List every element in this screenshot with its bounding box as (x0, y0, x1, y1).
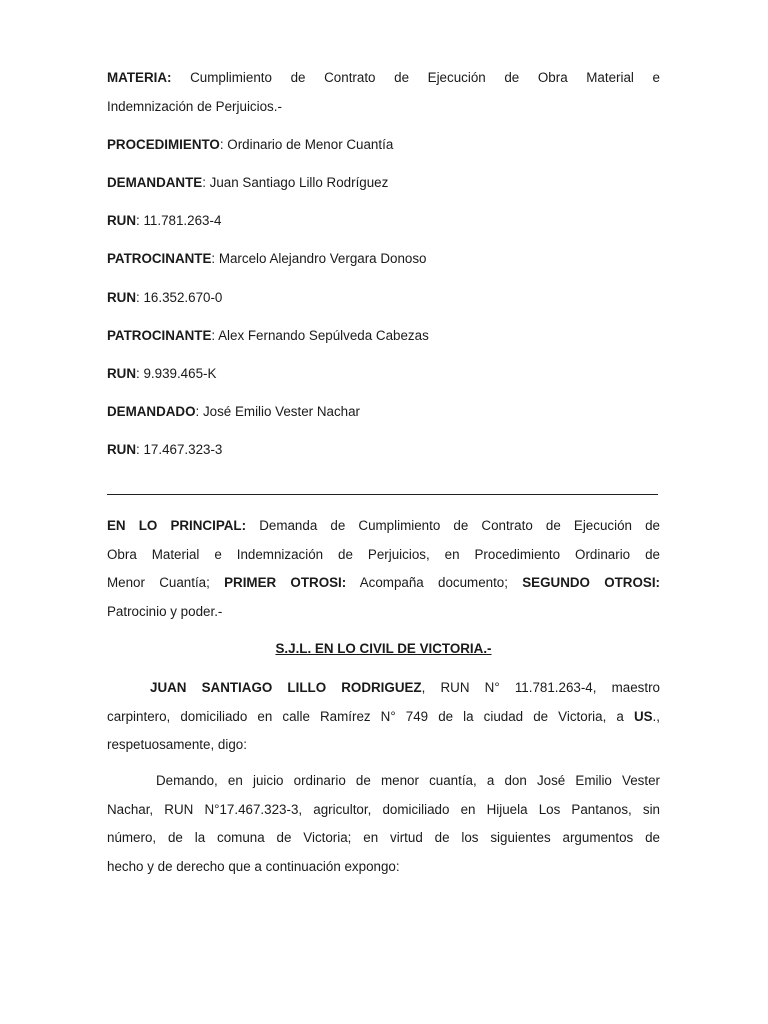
patrocinante-value: : Alex Fernando Sepúlveda Cabezas (211, 328, 429, 343)
patrocinante-label: PATROCINANTE (107, 328, 212, 343)
materia-field (107, 64, 660, 121)
procedimiento-value: : Ordinario de Menor Cuantía (219, 137, 394, 152)
intro-line-2-end: ., (652, 708, 660, 724)
materia-value-line2: Indemnización de Perjuicios.- (107, 98, 282, 114)
demandado-value: : José Emilio Vester Nachar (195, 404, 361, 419)
demand-line-2: Nachar, RUN N°17.467.323-3, agricultor, domiciliado en Hijuela Los Pantanos, sin (107, 801, 660, 817)
run-value: : 9.939.465-K (136, 366, 217, 381)
intro-line-1: , RUN N° 11.781.263-4, maestro (421, 680, 660, 695)
run-label: RUN (107, 442, 137, 457)
run-label: RUN (107, 366, 137, 381)
patrocinante-2-field (107, 326, 660, 346)
materia-value-line1: Cumplimiento de Contrato de Ejecución de Obra Material e (190, 70, 660, 85)
demand-paragraph (107, 767, 660, 881)
demandado-field (107, 402, 660, 422)
run-demandado-field (107, 440, 660, 460)
run-label: RUN (107, 290, 137, 305)
primer-otrosi-text: Acompaña documento; (359, 575, 508, 590)
court-heading: S.J.L. EN LO CIVIL DE VICTORIA.- (275, 641, 492, 656)
segundo-otrosi-text: Patrocinio y poder.- (107, 603, 223, 619)
principal-text: Demanda de Cumplimiento de Contrato de Ejecución de (259, 518, 660, 533)
demandante-label: DEMANDANTE (107, 175, 203, 190)
intro-line-3: respetuosamente, digo: (107, 737, 247, 752)
demand-line-3: número, de la comuna de Victoria; en virtud de los siguientes argumentos de (107, 830, 660, 845)
us-label: US (633, 708, 653, 724)
separator-line (107, 494, 658, 495)
segundo-otrosi-label: SEGUNDO OTROSI: (522, 575, 660, 590)
intro-line-2: carpintero, domiciliado en calle Ramírez N° 749 de la ciudad de Victoria, a (107, 708, 624, 724)
summary-line-2: Obra Material e Indemnización de Perjuicios, en Procedimiento Ordinario de (107, 546, 660, 562)
demand-line-1: Demando, en juicio ordinario de menor cuantía, a don José Emilio Vester (156, 773, 660, 788)
intro-paragraph (107, 674, 660, 760)
run-value: : 16.352.670-0 (136, 290, 223, 305)
principal-label: EN LO PRINCIPAL: (107, 518, 247, 533)
run-value: : 17.467.323-3 (136, 442, 223, 457)
summary-line-3a: Menor Cuantía; (107, 575, 210, 590)
run-patrocinante-2-field (107, 364, 660, 384)
primer-otrosi-label: PRIMER OTROSI: (224, 575, 347, 590)
run-value: : 11.781.263-4 (136, 213, 222, 228)
procedimiento-field (107, 135, 660, 155)
run-demandante-field (107, 211, 660, 231)
demandado-label: DEMANDADO (107, 404, 196, 419)
demandante-field (107, 173, 660, 193)
demandante-value: : Juan Santiago Lillo Rodríguez (202, 175, 389, 190)
run-patrocinante-1-field (107, 288, 660, 308)
plaintiff-name: JUAN SANTIAGO LILLO RODRIGUEZ (150, 680, 422, 695)
patrocinante-value: : Marcelo Alejandro Vergara Donoso (211, 251, 427, 266)
run-label: RUN (107, 213, 137, 228)
patrocinante-label: PATROCINANTE (107, 251, 212, 266)
summary-paragraph (107, 512, 660, 626)
materia-label: MATERIA: (107, 70, 172, 85)
demand-line-4: hecho y de derecho que a continuación expongo: (107, 858, 400, 874)
procedimiento-label: PROCEDIMIENTO (107, 137, 220, 152)
patrocinante-1-field (107, 249, 660, 269)
